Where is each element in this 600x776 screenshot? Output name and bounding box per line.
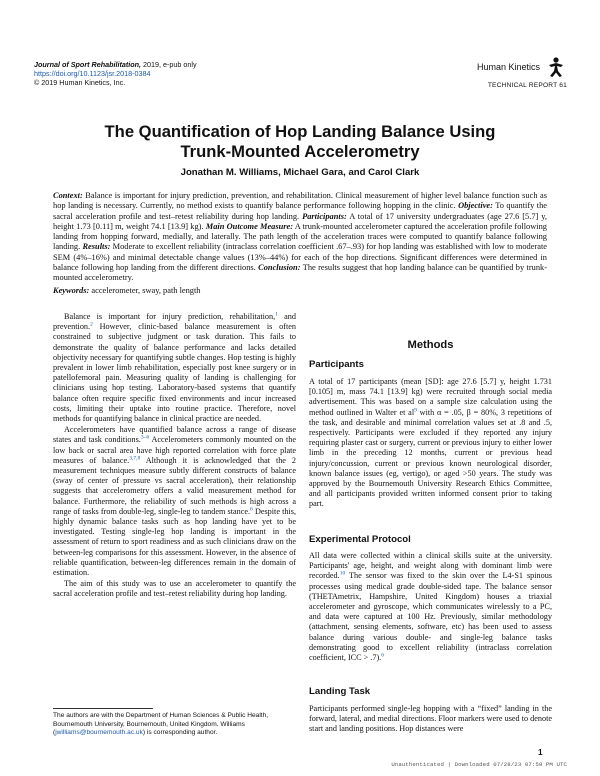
authors: Jonathan M. Williams, Michael Gara, and Carol Clark xyxy=(180,167,420,178)
citation-ref[interactable]: 6 xyxy=(250,506,253,513)
landing-text: Participants performed single-leg hopping with a “fixed” landing in the forward, lateral, and medial directions. Floor markers were used to denote start and landing positions. Hop distances were xyxy=(309,704,552,734)
objective-text: To quantify the sacral acceleration profile and test–retest reliability during hop landing. xyxy=(53,201,548,221)
intro-p1-b: and prevention. xyxy=(53,312,296,332)
protocol-section xyxy=(309,551,552,663)
protocol-text-b: The sensor was fixed to the skin over the L4-S1 spinous processes using medical grade double-sided tape. The balance sensor (THETAmetrix, Hampshire, United Kingdom) houses a triaxial accelerometer and gyroscope, which communicates wirelessly to a PC, and data were captured at 100 Hz. Previously, similar methodology (attachment, sensing elements, software, etc) has been used to assess balance during various double- and single-leg balance tasks demonstrating good to excellent reliability (intraclass correlation coefficient, ICC > .7). xyxy=(309,571,552,663)
intro-p1-c: However, clinic-based balance measurement is often constrained to subjective judgment or task duration. This fails to demonstrate the quality of balance performance and lacks detailed objectivity necessary for quantifying subtle changes. Hop testing is highly prevalent in lower limb rehabilitation, especially post knee surgery or in patellofemoral pain. Measuring quality of landing is challenging for clinicians using hop testing. Laboratory-based systems that quantify balance often require specific fixed environments and incur increased costs, limiting their uptake into routine practice. Therefore, novel methods for quantifying balance in clinical practice are needed. xyxy=(53,322,296,424)
copyright: © 2019 Human Kinetics, Inc. xyxy=(34,78,126,87)
participants-text: A total of 17 university undergraduates (age 27.6 [5.7] y, height 1.73 [0.11] m, weight 74.1 [13.9] kg). xyxy=(53,211,547,231)
intro-p1-a: Balance is important for injury prediction, rehabilitation, xyxy=(64,312,276,321)
participants-text-b: with α = .05, β = 80%, 3 repetitions of the task, and desirable and minimal correlation values set at .8 and .5, respectively. Participants were excluded if they reported any injury requiring plaster cast or surgery, current or previous injury to either lower limb in the preceding 12 months, current or previous head injury/concussion, current or previous known neurological disorder, known balance issues (eg, vertigo), or aged >50 years. The study was approved by the Bournemouth University Research Ethics Committee, and all participants provided written informed consent prior to taking part. xyxy=(309,407,552,509)
keywords-text: accelerometer, sway, path length xyxy=(89,286,201,295)
protocol-heading: Experimental Protocol xyxy=(309,534,411,545)
footnote-text-2: ) is corresponding author. xyxy=(142,729,218,737)
citation-ref[interactable]: 1 xyxy=(275,311,278,318)
protocol-text-a: All data were collected within a clinical skills suite at the university. Participants' age, height, and weight along with dominant limb were recorded. xyxy=(309,551,552,581)
measure-text: A trunk-mounted accelerometer captured the acceleration profile following landing from hopping forward, medially, and laterally. The path length of the acceleration traces were computed to quantify balance following landing. xyxy=(53,221,547,252)
intro-p2-d: Despite this, highly dynamic balance tasks such as hop landing have yet to be investigated. Testing single-leg hop landing is important in the assessment of return to sport readiness and as such clinicians draw on the between-leg comparisons for this assessment. However, in the absence of reliable quantification, between-leg differences remain in the domain of estimation. xyxy=(53,506,297,578)
citation-ref[interactable]: 2 xyxy=(90,321,93,328)
citation-ref[interactable]: 9 xyxy=(414,406,417,413)
human-kinetics-logo-icon xyxy=(545,56,567,78)
intro-paragraph-3: The aim of this study was to use an accelerometer to quantify the sacral acceleration profile and test–retest reliability during hop landing. xyxy=(53,579,296,599)
citation-ref[interactable]: 3–6 xyxy=(140,434,150,441)
conclusion-text: The results suggest that hop landing balance can be quantified by trunk-mounted accelerometry. xyxy=(53,262,547,282)
participants-section xyxy=(309,377,552,510)
page-number: 1 xyxy=(538,748,543,757)
conclusion-label: Conclusion: xyxy=(258,262,301,272)
landing-section xyxy=(309,704,552,735)
intro-p2-b: Accelerometers commonly mounted on the low back or sacral area have high reported correlation with force plate measures of balance. xyxy=(53,435,296,465)
author-footnote xyxy=(53,712,296,738)
intro-paragraph-1 xyxy=(53,312,296,424)
citation-ref[interactable]: 6 xyxy=(381,652,384,659)
context-text: Balance is important for injury prediction, prevention, and rehabilitation. Clinical measurement of higher level balance function such as hop landing is necessary. Currently, no method exists to quantify balance performance following hopping in the clinic. xyxy=(53,191,547,211)
footnote-rule xyxy=(53,708,153,709)
citation-ref[interactable]: 10 xyxy=(339,570,346,577)
results-text: Moderate to excellent reliability (intraclass correlation coefficient .67–.93) for hop landing was established with low to moderate SEM (4%–16%) and minimal detectable change values (13%–44%) for each of the hop directions. Significant differences were determined in balance following hop landing from the different directions. xyxy=(53,242,548,272)
download-stamp: Unauthenticated | Downloaded 07/28/23 07:59 PM UTC xyxy=(391,761,567,768)
title-line-2: Trunk-Mounted Accelerometry xyxy=(180,142,420,161)
keywords xyxy=(53,286,547,295)
keywords-label: Keywords: xyxy=(53,286,90,295)
participants-text-a: A total of 17 participants (mean [SD]: age 27.6 [5.7] y, height 1.731 [0.105] m, mass 74.1 [13.9] kg) were recruited through social media advertisement. This was based on a sample size calculation using the method outlined in Walter et al xyxy=(309,377,552,417)
title-line-1: The Quantification of Hop Landing Balance Using xyxy=(104,122,496,141)
intro-p2-c: Although it is acknowledged that the 2 measurement techniques measure subtly different constructs of balance (sway of center of pressure vs sacral acceleration), their relationship suggests that accelerometry offers a valid measurement method for balance. Furthermore, the reliability of such methods is high across a range of tasks from double-leg, single-leg to tandem stance. xyxy=(53,455,296,516)
author-email-link[interactable]: jwilliams@bournemouth.ac.uk xyxy=(55,729,143,737)
journal-meta: 2019, e-pub only xyxy=(141,60,197,69)
introduction xyxy=(53,312,296,600)
results-label: Results: xyxy=(82,242,111,252)
publisher-brand xyxy=(477,56,567,89)
intro-p2-a: Accelerometers have quantified balance across a range of disease states and task conditions. xyxy=(53,425,296,445)
measure-label: Main Outcome Measure: xyxy=(205,221,294,231)
journal-info xyxy=(34,60,197,87)
article-title xyxy=(60,122,540,162)
citation-ref[interactable]: 3,7,8 xyxy=(129,455,141,462)
doi-link[interactable]: https://doi.org/10.1123/jsr.2018-0384 xyxy=(34,69,151,78)
footnote-text: The authors are with the Department of Human Sciences & Public Health, Bournemouth University, Bournemouth, United Kingdom. Williams ( xyxy=(53,712,269,737)
context-label: Context: xyxy=(53,191,83,200)
report-type: TECHNICAL REPORT 61 xyxy=(487,82,567,89)
publisher-name: Human Kinetics xyxy=(476,62,540,72)
journal-title: Journal of Sport Rehabilitation, xyxy=(34,60,142,69)
methods-heading: Methods xyxy=(407,339,454,351)
abstract xyxy=(53,191,547,283)
landing-heading: Landing Task xyxy=(309,686,371,697)
participants-label: Participants: xyxy=(302,211,347,221)
participants-heading: Participants xyxy=(309,359,364,370)
intro-paragraph-2 xyxy=(53,425,296,578)
objective-label: Objective: xyxy=(458,201,493,211)
